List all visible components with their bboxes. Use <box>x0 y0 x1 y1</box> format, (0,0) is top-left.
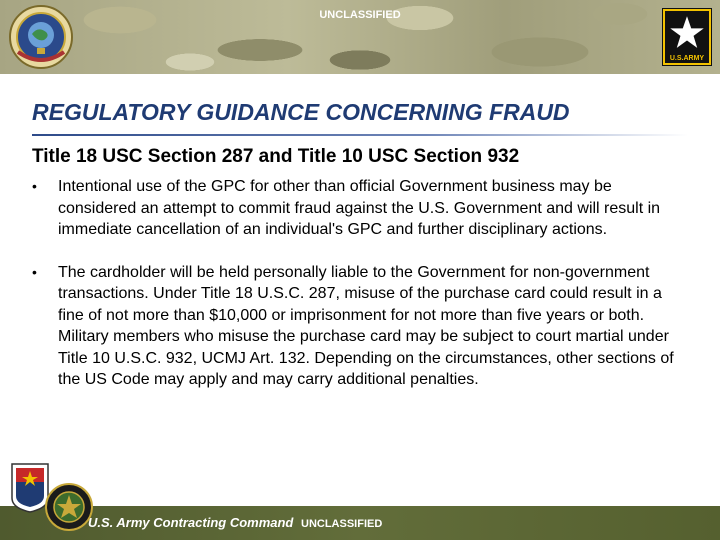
acc-emblem-icon <box>44 482 94 532</box>
footer-text <box>88 515 382 530</box>
bullet-item <box>32 176 692 241</box>
contracting-seal-icon <box>8 4 74 70</box>
footer-organization: U.S. Army Contracting Command <box>88 515 294 530</box>
footer-band <box>0 506 720 540</box>
classification-banner: UNCLASSIFIED <box>319 9 401 21</box>
bullet-text: Intentional use of the GPC for other than official Government business may be considered an attempt to commit fraud against the U.S. Government and will result in immediate cancellation of an individual's GPC and further disciplinary actions. <box>58 178 661 238</box>
slide-title: REGULATORY GUIDANCE CONCERNING FRAUD <box>32 99 570 125</box>
bullet-mark: • <box>32 263 37 280</box>
bullet-list <box>32 176 692 391</box>
footer-classification: UNCLASSIFIED <box>301 518 383 530</box>
header-band <box>0 0 720 74</box>
us-army-star-icon <box>662 8 712 66</box>
bullet-text: The cardholder will be held personally liable to the Government for non-government transactions. Under Title 18 U.S.C. 287, misuse of the purchase card could result in a fine of not more than $10,000 or imprisonment for not more than five years or both. Military members who misuse the purchase card may be subject to court martial under Title 10 U.S.C. 932, UCMJ Art. 132. Depending on the circumstances, other sections of the US Code may apply and may carry additional penalties. <box>58 263 674 388</box>
title-divider <box>32 134 688 136</box>
slide-subtitle: Title 18 USC Section 287 and Title 10 USC Section 932 <box>32 146 520 167</box>
bullet-item <box>32 262 692 391</box>
bullet-mark: • <box>32 178 37 194</box>
army-wordmark: U.S.ARMY <box>669 55 705 62</box>
